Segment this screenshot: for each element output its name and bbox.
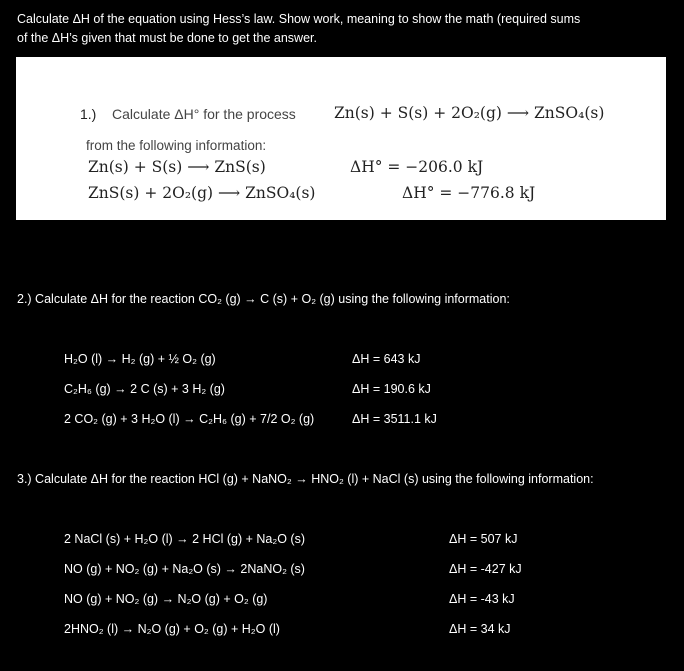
question-2-row-2-dh: ΔH = 190.6 kJ — [352, 382, 431, 396]
question-1-panel — [16, 57, 666, 220]
question-1-calc-text: Calculate ΔH° for the process — [112, 106, 296, 122]
question-3-row-4-equation: 2HNO₂ (l) → N₂O (g) + O₂ (g) + H₂O (l) — [64, 622, 280, 636]
intro-line-1: Calculate ΔH of the equation using Hess’s law. Show work, meaning to show the math (required sums — [17, 12, 581, 26]
question-3-row-4-dh: ΔH = 34 kJ — [449, 622, 511, 636]
question-2-title: 2.) Calculate ΔH for the reaction CO₂ (g) → C (s) + O₂ (g) using the following information: — [17, 292, 510, 306]
question-1-row-1-equation: Zn(s) + S(s) ⟶ ZnS(s) — [88, 158, 266, 176]
question-1-number: 1.) — [80, 106, 97, 122]
question-1-row-2-dh: ΔH° = −776.8 kJ — [402, 184, 536, 202]
question-3-row-3-dh: ΔH = -43 kJ — [449, 592, 515, 606]
question-3-row-2-equation: NO (g) + NO₂ (g) + Na₂O (s) → 2NaNO₂ (s) — [64, 562, 305, 576]
question-3-row-3-equation: NO (g) + NO₂ (g) → N₂O (g) + O₂ (g) — [64, 592, 268, 606]
question-2-row-1-equation: H₂O (l) → H₂ (g) + ½ O₂ (g) — [64, 352, 216, 366]
question-2-row-3-dh: ΔH = 3511.1 kJ — [352, 412, 437, 426]
question-3-title: 3.) Calculate ΔH for the reaction HCl (g) + NaNO₂ → HNO₂ (l) + NaCl (s) using the following information: — [17, 472, 594, 486]
question-1-row-2-equation: ZnS(s) + 2O₂(g) ⟶ ZnSO₄(s) — [88, 184, 316, 202]
intro-instructions — [17, 10, 667, 48]
question-3-row-1-equation: 2 NaCl (s) + H₂O (l) → 2 HCl (g) + Na₂O (s) — [64, 532, 305, 546]
question-2-row-3-equation: 2 CO₂ (g) + 3 H₂O (l) → C₂H₆ (g) + 7/2 O₂ (g) — [64, 412, 315, 426]
intro-line-2: of the ΔH’s given that must be done to get the answer. — [17, 31, 317, 45]
question-3-row-2-dh: ΔH = -427 kJ — [449, 562, 522, 576]
question-1-from-text: from the following information: — [86, 138, 267, 153]
question-2-row-1-dh: ΔH = 643 kJ — [352, 352, 421, 366]
question-3-row-1-dh: ΔH = 507 kJ — [449, 532, 518, 546]
question-1-process: Zn(s) + S(s) + 2O₂(g) ⟶ ZnSO₄(s) — [334, 104, 605, 122]
question-1-row-1-dh: ΔH° = −206.0 kJ — [350, 158, 484, 176]
question-2-row-2-equation: C₂H₆ (g) → 2 C (s) + 3 H₂ (g) — [64, 382, 225, 396]
